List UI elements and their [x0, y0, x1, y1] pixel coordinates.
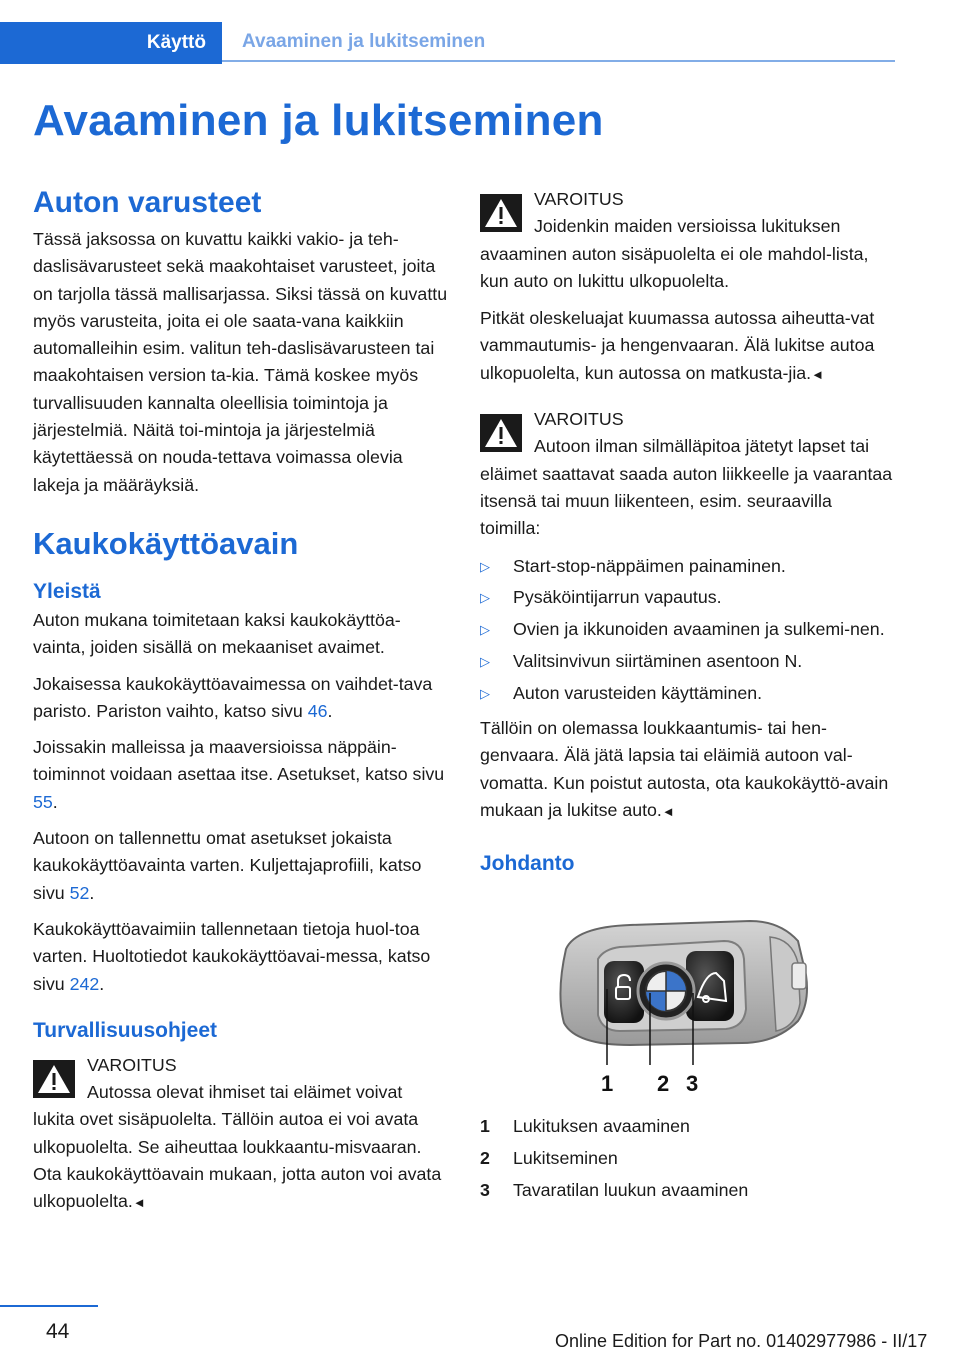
paragraph-danger [480, 715, 895, 825]
service-end: . [99, 973, 105, 994]
list-item-text: Auton varusteiden käyttäminen. [513, 682, 763, 703]
warning-block-2 [480, 186, 895, 295]
figure-legend [480, 1113, 895, 1204]
legend-label: Lukitseminen [513, 1148, 618, 1169]
footer-rule [0, 1305, 98, 1307]
legend-row [480, 1177, 895, 1204]
heading-safety: Turvallisuusohjeet [33, 1018, 217, 1042]
page-link-242[interactable]: 242 [69, 973, 100, 994]
list-item [480, 680, 895, 707]
list-item-text: Ovien ja ikkunoiden avaaminen ja sulkemi-nen. [513, 619, 885, 640]
legend-label: Tavaratilan luukun avaaminen [513, 1179, 749, 1200]
left-column [33, 184, 448, 1227]
list-item [480, 553, 895, 580]
list-item-text: Valitsinvivun siirtäminen asentoon N. [513, 650, 803, 671]
warning-title: VAROITUS [534, 189, 624, 209]
heading-equipment: Auton varusteet [33, 186, 262, 219]
paragraph-battery [33, 671, 448, 726]
right-column [480, 184, 895, 1209]
settings-text: Joissakin malleissa ja maaversioissa näppäin-toiminnot voidaan asettaa itse. Asetukset, katso sivu [33, 737, 445, 785]
edition-note: Online Edition for Part no. 01402977986 - II/17 [555, 1331, 928, 1351]
remote-key-illustration [480, 893, 895, 1103]
paragraph-profile [33, 825, 448, 907]
header-rule [0, 60, 895, 62]
warning-triangle-icon [480, 414, 522, 452]
list-item [480, 584, 895, 611]
list-item-text: Start-stop-näppäimen painaminen. [513, 555, 786, 576]
list-item-text: Pysäköintijarrun vapautus. [513, 587, 722, 608]
page-number: 44 [46, 1320, 70, 1343]
end-mark: ◄ [132, 1195, 146, 1211]
warning-text: Autossa olevat ihmiset tai eläimet voivat lukita ovet sisäpuolelta. Tällöin autoa ei voi avata ulkopuolelta. Se aiheuttaa loukkaantu-misvaaran. Ota kaukokäyttöavain mukaan, jotta auton voi avata ulkopuolelta. [33, 1082, 442, 1212]
heading-intro: Johdanto [480, 852, 575, 876]
legend-row [480, 1113, 895, 1140]
legend-row [480, 1145, 895, 1172]
paragraph-keys: Auton mukana toimitetaan kaksi kaukokäyttöa-vainta, joiden sisällä on mekaaniset avaimet. [33, 609, 401, 658]
warning-text: Joidenkin maiden versioissa lukituksen avaaminen auton sisäpuolelta ei ole mahdol-lista, kun auto on lukittu ulkopuolelta. [480, 216, 869, 291]
list-item [480, 648, 895, 675]
battery-end: . [327, 700, 333, 721]
remote-key-figure [480, 893, 895, 1103]
callout-3: 3 [686, 1071, 699, 1097]
profile-text: Autoon on tallennettu omat asetukset jokaista kaukokäyttöavainta varten. Kuljettajaprofiili, katso sivu [33, 828, 422, 903]
paragraph-settings [33, 734, 448, 816]
action-list [480, 553, 895, 707]
warning-block-3 [480, 406, 895, 542]
equipment-paragraph: Tässä jaksossa on kuvattu kaikki vakio- ja teh-daslisävarusteet sekä maakohtaiset varusteet, joita on tarjolla tässä mallisarjassa. Siksi tässä on kuvattu myös varusteita, joita ei ole saata-vana kaikkiin automalleihin esim. valitun teh-daslisävarusteen tai maakohtaisen version ta-kia. Tämä koskee myös turvallisuuden kannalta oleellisia toimintoja ja järjestelmiä. Näitä toi-mintoja ja järjestelmiä käytettäessä on nouda-tettava voimassa olevia lakeja ja määräyksiä. [33, 229, 448, 495]
legend-number: 3 [480, 1179, 490, 1200]
triangle-bullet-icon: ▷ [480, 590, 490, 606]
tab-chapter[interactable]: Käyttö [0, 22, 222, 64]
header-bar [0, 22, 895, 62]
end-mark: ◄ [661, 803, 675, 819]
legend-label: Lukituksen avaaminen [513, 1116, 690, 1137]
triangle-bullet-icon: ▷ [480, 622, 490, 638]
service-text: Kaukokäyttöavaimiin tallennetaan tietoja huol-toa varten. Huoltotiedot kaukokäyttöavai-messa, katso sivu [33, 918, 431, 994]
callout-1: 1 [601, 1071, 614, 1097]
paragraph-heat [480, 305, 895, 388]
warning-triangle-icon [480, 194, 522, 232]
warning-text: Autoon ilman silmälläpitoa jätetyt lapset tai eläimet saattavat saada auton liikkeelle ja vaarantaa itsensä tai muun liikenteen, esim. seuraavilla toimilla: [480, 436, 893, 539]
heading-general: Yleistä [33, 579, 101, 603]
paragraph-service [33, 916, 448, 998]
settings-end: . [52, 791, 58, 812]
page-link-46[interactable]: 46 [307, 700, 328, 721]
triangle-bullet-icon: ▷ [480, 685, 490, 701]
page-title: Avaaminen ja lukitseminen [33, 96, 604, 145]
page-link-55[interactable]: 55 [33, 791, 53, 812]
warning-block-1 [33, 1052, 448, 1217]
tab-section[interactable]: Avaaminen ja lukitseminen [242, 31, 486, 52]
battery-text: Jokaisessa kaukokäyttöavaimessa on vaihdet-tava paristo. Pariston vaihto, katso sivu [33, 673, 433, 721]
triangle-bullet-icon: ▷ [480, 653, 490, 669]
page-link-52[interactable]: 52 [69, 882, 90, 903]
danger-text: Tällöin on olemassa loukkaantumis- tai hen-genvaara. Älä jätä lapsia tai eläimiä autoon val-vomatta. Kun poistut autosta, ota kaukokäyttö-avain mukaan ja lukitse auto. [480, 718, 889, 820]
warning-title: VAROITUS [534, 409, 624, 430]
legend-number: 2 [480, 1148, 490, 1169]
triangle-bullet-icon: ▷ [480, 558, 490, 574]
heat-text: Pitkät oleskeluajat kuumassa autossa aiheutta-vat vammautumis- ja hengenvaaran. Älä lukitse autoa ulkopuolelta, kun autossa on matkusta-jia. [480, 308, 875, 383]
warning-title: VAROITUS [87, 1054, 177, 1075]
list-item [480, 616, 895, 643]
warning-triangle-icon [33, 1060, 75, 1098]
heading-remote-key: Kaukokäyttöavain [33, 525, 299, 561]
end-mark: ◄ [811, 366, 824, 382]
profile-end: . [89, 882, 95, 903]
legend-number: 1 [480, 1116, 490, 1137]
callout-2: 2 [657, 1071, 670, 1097]
